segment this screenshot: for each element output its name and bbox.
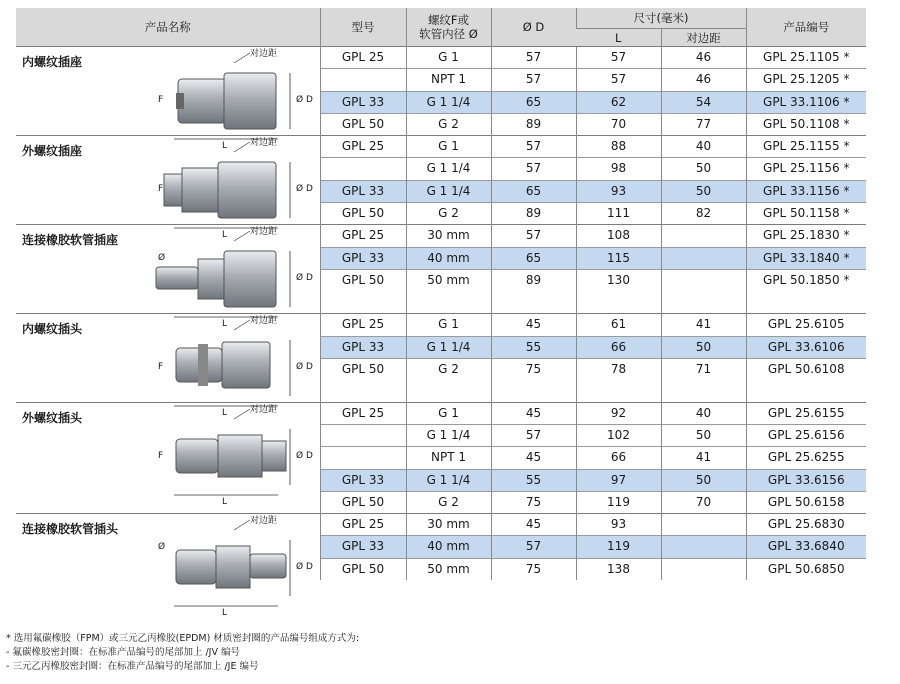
thread-label: F <box>158 184 164 194</box>
across-flats-cell <box>661 536 746 558</box>
thread-cell: 50 mm <box>406 558 491 580</box>
product-code-cell: GPL 33.1156 * <box>746 180 866 202</box>
across-flats-cell: 82 <box>661 202 746 224</box>
thread-cell: 40 mm <box>406 536 491 558</box>
thread-cell: 40 mm <box>406 247 491 270</box>
product-code-cell: GPL 25.6255 <box>746 447 866 469</box>
model-cell: GPL 25 <box>320 136 406 158</box>
header-thread-line1: 螺纹F或 <box>427 13 470 27</box>
od-cell: 57 <box>491 225 576 248</box>
header-od: Ø D <box>491 8 576 47</box>
length-label: L <box>222 408 228 418</box>
table-row <box>16 136 866 158</box>
length-cell: 108 <box>576 225 661 248</box>
thread-cell: G 1 <box>406 47 491 69</box>
model-cell: GPL 33 <box>320 247 406 270</box>
table-row <box>16 514 866 536</box>
product-code-cell: GPL 25.1105 * <box>746 47 866 69</box>
empty-cell <box>320 380 406 402</box>
diameter-label: Ø D <box>296 95 313 105</box>
length-cell: 119 <box>576 491 661 513</box>
length-cell: 98 <box>576 158 661 180</box>
across-flats-label: 对边距 <box>250 138 278 148</box>
model-cell <box>320 447 406 469</box>
model-cell <box>320 158 406 180</box>
header-across-flats: 对边距 <box>661 29 746 47</box>
diameter-label: Ø D <box>296 362 313 372</box>
footnote-line-3: - 三元乙丙橡胶密封圈：在标准产品编号的尾部加上 /JE 编号 <box>6 661 259 672</box>
across-flats-cell: 70 <box>661 491 746 513</box>
length-cell: 93 <box>576 514 661 536</box>
thread-cell: G 1 1/4 <box>406 469 491 491</box>
product-code-cell: GPL 25.6830 <box>746 514 866 536</box>
across-flats-label: 对边距 <box>250 516 278 526</box>
length-cell: 92 <box>576 403 661 425</box>
product-code-cell: GPL 25.6155 <box>746 403 866 425</box>
diameter-label: Ø D <box>296 562 313 572</box>
table-row <box>16 47 866 69</box>
hose-bore-label: Ø <box>158 253 166 263</box>
empty-cell <box>491 380 576 402</box>
across-flats-cell: 46 <box>661 69 746 91</box>
product-code-cell: GPL 33.1840 * <box>746 247 866 270</box>
table-body <box>16 47 866 618</box>
product-code-cell: GPL 50.1108 * <box>746 113 866 135</box>
product-code-cell: GPL 25.6105 <box>746 314 866 337</box>
across-flats-label: 对边距 <box>250 405 278 415</box>
model-cell: GPL 25 <box>320 403 406 425</box>
empty-cell <box>661 291 746 313</box>
od-cell: 45 <box>491 403 576 425</box>
length-label: L <box>222 141 228 151</box>
across-flats-cell: 50 <box>661 336 746 359</box>
od-cell: 75 <box>491 491 576 513</box>
model-cell: GPL 33 <box>320 336 406 359</box>
table-row <box>16 225 866 248</box>
thread-cell: G 1 1/4 <box>406 425 491 447</box>
diameter-label: Ø D <box>296 451 313 461</box>
model-cell: GPL 33 <box>320 180 406 202</box>
empty-cell <box>576 291 661 313</box>
product-code-cell: GPL 25.1155 * <box>746 136 866 158</box>
across-flats-cell: 50 <box>661 180 746 202</box>
thread-cell: NPT 1 <box>406 69 491 91</box>
od-cell: 57 <box>491 158 576 180</box>
product-diagram <box>146 516 316 623</box>
thread-cell: NPT 1 <box>406 447 491 469</box>
across-flats-label: 对边距 <box>250 316 278 326</box>
thread-cell: G 2 <box>406 491 491 513</box>
across-flats-cell <box>661 270 746 292</box>
length-label: L <box>222 497 228 507</box>
length-cell: 130 <box>576 270 661 292</box>
length-cell: 111 <box>576 202 661 224</box>
model-cell: GPL 50 <box>320 202 406 224</box>
across-flats-cell <box>661 558 746 580</box>
thread-label: F <box>158 451 164 461</box>
model-cell: GPL 50 <box>320 491 406 513</box>
product-name: 连接橡胶软管插座 <box>22 233 119 247</box>
product-name: 内螺纹插头 <box>22 322 83 336</box>
model-cell: GPL 50 <box>320 113 406 135</box>
od-cell: 57 <box>491 536 576 558</box>
length-cell: 119 <box>576 536 661 558</box>
across-flats-cell <box>661 247 746 270</box>
product-table <box>16 8 866 618</box>
empty-cell <box>576 380 661 402</box>
product-diagram <box>146 405 316 512</box>
product-code-cell: GPL 50.1158 * <box>746 202 866 224</box>
model-cell <box>320 425 406 447</box>
empty-cell <box>661 380 746 402</box>
model-cell: GPL 50 <box>320 558 406 580</box>
across-flats-cell: 71 <box>661 359 746 381</box>
length-label: L <box>222 319 228 329</box>
across-flats-cell: 77 <box>661 113 746 135</box>
thread-cell: G 2 <box>406 113 491 135</box>
thread-cell: G 2 <box>406 359 491 381</box>
product-code-cell: GPL 33.6156 <box>746 469 866 491</box>
length-cell: 66 <box>576 447 661 469</box>
model-cell: GPL 33 <box>320 469 406 491</box>
diameter-label: Ø D <box>296 273 313 283</box>
table-row <box>16 314 866 337</box>
length-cell: 78 <box>576 359 661 381</box>
od-cell: 89 <box>491 270 576 292</box>
length-cell: 93 <box>576 180 661 202</box>
empty-cell <box>406 380 491 402</box>
od-cell: 65 <box>491 247 576 270</box>
product-code-cell: GPL 33.6106 <box>746 336 866 359</box>
model-cell: GPL 33 <box>320 91 406 113</box>
thread-cell: 30 mm <box>406 225 491 248</box>
od-cell: 57 <box>491 136 576 158</box>
length-cell: 88 <box>576 136 661 158</box>
header-code: 产品编号 <box>746 8 866 47</box>
od-cell: 65 <box>491 91 576 113</box>
footnote-line-1: * 选用氟碳橡胶（FPM）或三元乙丙橡胶(EPDM) 材质密封圈的产品编号组成方式为: <box>6 633 360 644</box>
length-label: L <box>222 608 228 618</box>
header-thread <box>406 8 491 47</box>
od-cell: 65 <box>491 180 576 202</box>
length-cell: 57 <box>576 69 661 91</box>
header-model: 型号 <box>320 8 406 47</box>
od-cell: 45 <box>491 314 576 337</box>
across-flats-cell: 41 <box>661 314 746 337</box>
product-code-cell: GPL 50.6158 <box>746 491 866 513</box>
product-name: 外螺纹插头 <box>22 411 83 425</box>
od-cell: 57 <box>491 47 576 69</box>
thread-cell: G 1 1/4 <box>406 91 491 113</box>
product-cell <box>16 403 320 514</box>
od-cell: 89 <box>491 113 576 135</box>
product-code-cell: GPL 50.6850 <box>746 558 866 580</box>
product-code-cell: GPL 50.6108 <box>746 359 866 381</box>
thread-cell: G 1 1/4 <box>406 336 491 359</box>
empty-cell <box>746 291 866 313</box>
od-cell: 55 <box>491 469 576 491</box>
product-code-cell: GPL 33.1106 * <box>746 91 866 113</box>
model-cell: GPL 25 <box>320 514 406 536</box>
across-flats-cell: 40 <box>661 136 746 158</box>
across-flats-cell: 40 <box>661 403 746 425</box>
model-cell <box>320 69 406 91</box>
od-cell: 75 <box>491 558 576 580</box>
model-cell: GPL 25 <box>320 47 406 69</box>
header-L: L <box>576 29 661 47</box>
model-cell: GPL 50 <box>320 270 406 292</box>
od-cell: 57 <box>491 69 576 91</box>
thread-label: F <box>158 362 164 372</box>
length-cell: 57 <box>576 47 661 69</box>
header-thread-line2: 软管内径 Ø <box>419 27 478 41</box>
table-row <box>16 403 866 425</box>
thread-label: F <box>158 95 164 105</box>
across-flats-cell: 50 <box>661 469 746 491</box>
length-cell: 115 <box>576 247 661 270</box>
diameter-label: Ø D <box>296 184 313 194</box>
product-name: 外螺纹插座 <box>22 144 83 158</box>
product-code-cell: GPL 50.1850 * <box>746 270 866 292</box>
product-code-cell: GPL 25.1156 * <box>746 158 866 180</box>
product-code-cell: GPL 25.1205 * <box>746 69 866 91</box>
od-cell: 57 <box>491 425 576 447</box>
across-flats-cell <box>661 514 746 536</box>
thread-cell: G 2 <box>406 202 491 224</box>
across-flats-cell: 46 <box>661 47 746 69</box>
length-cell: 138 <box>576 558 661 580</box>
length-cell: 102 <box>576 425 661 447</box>
thread-cell: 30 mm <box>406 514 491 536</box>
length-cell: 61 <box>576 314 661 337</box>
across-flats-cell: 50 <box>661 158 746 180</box>
empty-cell <box>746 380 866 402</box>
product-name: 连接橡胶软管插头 <box>22 522 119 536</box>
model-cell: GPL 33 <box>320 536 406 558</box>
footnote-line-2: - 氟碳橡胶密封圈：在标准产品编号的尾部加上 /JV 编号 <box>6 647 240 658</box>
od-cell: 75 <box>491 359 576 381</box>
length-cell: 66 <box>576 336 661 359</box>
length-cell: 62 <box>576 91 661 113</box>
header-dims: 尺寸(毫米) <box>576 8 746 29</box>
od-cell: 45 <box>491 514 576 536</box>
od-cell: 89 <box>491 202 576 224</box>
across-flats-cell: 54 <box>661 91 746 113</box>
length-cell: 97 <box>576 469 661 491</box>
footnote <box>6 632 359 674</box>
thread-cell: 50 mm <box>406 270 491 292</box>
across-flats-cell <box>661 225 746 248</box>
across-flats-label: 对边距 <box>250 227 278 237</box>
across-flats-cell: 41 <box>661 447 746 469</box>
across-flats-label: 对边距 <box>250 49 278 59</box>
product-code-cell: GPL 25.6156 <box>746 425 866 447</box>
thread-cell: G 1 1/4 <box>406 158 491 180</box>
product-code-cell: GPL 33.6840 <box>746 536 866 558</box>
model-cell: GPL 50 <box>320 359 406 381</box>
empty-cell <box>320 291 406 313</box>
across-flats-cell: 50 <box>661 425 746 447</box>
empty-cell <box>491 291 576 313</box>
length-label: L <box>222 230 228 240</box>
empty-cell <box>406 291 491 313</box>
length-cell: 70 <box>576 113 661 135</box>
thread-cell: G 1 <box>406 403 491 425</box>
product-cell <box>16 514 320 618</box>
header-product-name: 产品名称 <box>16 8 320 47</box>
hose-bore-label: Ø <box>158 542 166 552</box>
od-cell: 45 <box>491 447 576 469</box>
thread-cell: G 1 <box>406 314 491 337</box>
product-code-cell: GPL 25.1830 * <box>746 225 866 248</box>
thread-cell: G 1 <box>406 136 491 158</box>
od-cell: 55 <box>491 336 576 359</box>
thread-cell: G 1 1/4 <box>406 180 491 202</box>
product-name: 内螺纹插座 <box>22 55 83 69</box>
model-cell: GPL 25 <box>320 314 406 337</box>
model-cell: GPL 25 <box>320 225 406 248</box>
